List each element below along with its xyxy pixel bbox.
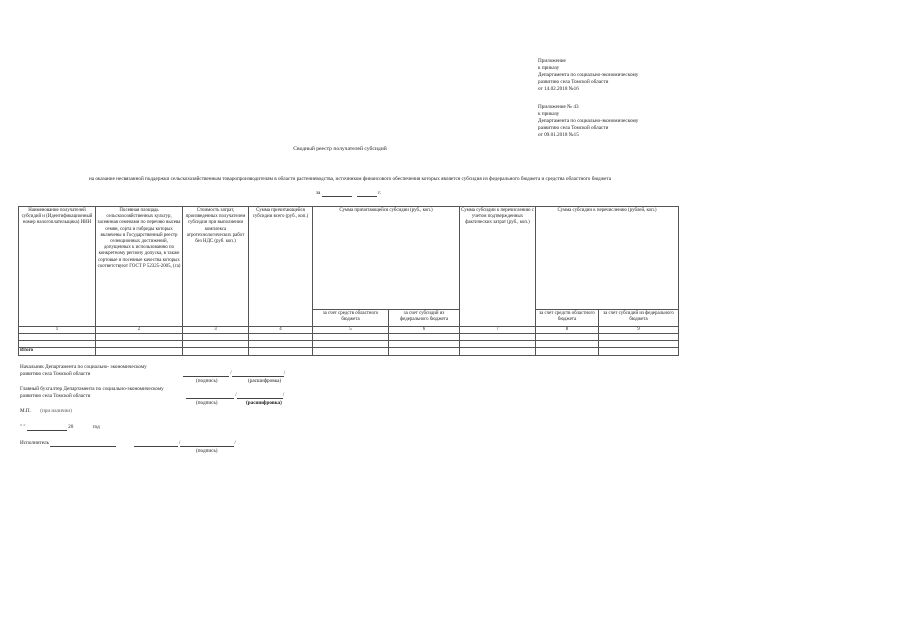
col-number: 8 <box>536 327 599 334</box>
period-line <box>316 190 381 197</box>
annex-line: к приказу <box>538 111 560 117</box>
subheader-federal-budget: за счет субсидий из федерального бюджета <box>599 310 679 327</box>
table-total-row <box>19 348 679 356</box>
date-line <box>20 424 100 431</box>
accountant-decoding-field[interactable] <box>237 392 283 399</box>
col-header-subsidy-transfer: Сумма субсидии к перечислению (рублей, коп.) <box>536 207 679 310</box>
subheader-federal-budget: за счет субсидий из федерального бюджета <box>389 310 460 327</box>
table-cell[interactable] <box>460 341 536 348</box>
col-number: 5 <box>313 327 389 334</box>
col-header-recipient: Наименование получателей субсидий и (Идентификационный номер налогоплательщика) ИНН <box>19 207 96 327</box>
period-suffix: г. <box>378 190 382 196</box>
annex-line: Департамента по социально-экономическому <box>538 118 639 124</box>
annex-line: Департамента по социально-экономическому <box>538 72 639 78</box>
head-signature-caption: (подпись) <box>196 378 218 384</box>
annex-line: к приказу <box>538 65 560 71</box>
subheader-regional-budget: за счет средств областного бюджета <box>536 310 599 327</box>
head-title-line1: Начальник Департамента по социально- экономическому <box>20 364 147 370</box>
executor-label: Исполнитель <box>20 440 50 446</box>
head-signature-block <box>20 364 147 378</box>
recipients-register-table <box>18 206 679 356</box>
executor-sign-caption: (подпись) <box>196 448 218 454</box>
annex-line: Приложение <box>538 58 566 64</box>
date-quote: " " <box>20 424 26 430</box>
head-title-line2: развитию села Томской области <box>20 371 91 377</box>
col-number: 9 <box>599 327 679 334</box>
table-cell[interactable] <box>599 348 679 356</box>
table-cell[interactable] <box>599 341 679 348</box>
head-signature-field[interactable] <box>183 370 229 377</box>
table-cell[interactable] <box>183 341 249 348</box>
table-cell[interactable] <box>96 348 183 356</box>
col-number: 4 <box>249 327 313 334</box>
executor-sign-field[interactable] <box>134 440 178 447</box>
table-cell[interactable] <box>536 348 599 356</box>
date-month-field[interactable] <box>27 424 67 431</box>
document-title: Сводный реестр получателей субсидий <box>293 146 387 152</box>
table-cell[interactable] <box>249 341 313 348</box>
subheader-regional-budget: за счет средств областного бюджета <box>313 310 389 327</box>
table-cell[interactable] <box>313 348 389 356</box>
col-number: 3 <box>183 327 249 334</box>
executor-decoding-field[interactable] <box>180 440 234 447</box>
col-header-subsidy-confirmed: Сумма субсидии к перечислению с учетом подтвержденных фактических затрат (руб., коп.) <box>460 207 536 327</box>
table-cell[interactable] <box>536 341 599 348</box>
table-cell[interactable] <box>536 334 599 341</box>
period-blank-1[interactable] <box>322 190 352 197</box>
annex-note-1 <box>538 58 638 93</box>
table-cell[interactable] <box>19 334 96 341</box>
annex-line: от 14.02.2018 №16 <box>538 86 579 92</box>
col-number: 2 <box>96 327 183 334</box>
table-number-row <box>19 327 679 334</box>
table-cell[interactable] <box>599 334 679 341</box>
table-cell[interactable] <box>460 334 536 341</box>
col-number: 6 <box>389 327 460 334</box>
table-cell[interactable] <box>183 348 249 356</box>
annex-line: развитию села Томской области <box>538 125 609 131</box>
annex-note-2 <box>538 104 638 139</box>
col-header-area: Посевная площадь сельскохозяйственных культур, засеянная семенами по перечню высева семян, сорта и гибриды которых включены в Государственный реестр селекционных достижений, допущенных к использованию по конкретному региону допуска, в также сортовые и посевные качества которых соответствуют ГОСТ Р 52325-2005, (га) <box>96 207 183 327</box>
date-suffix: год <box>92 424 100 430</box>
document-subtitle: на оказание несвязанной поддержки сельскохозяйственным товаропроизводителям в области растениеводства, источником финансового обеспечения которых является субсидия из федерального бюджета и средства областного бюджета <box>88 176 612 182</box>
accountant-title-line2: развитию села Томской области <box>20 393 91 399</box>
table-cell[interactable] <box>249 334 313 341</box>
table-row <box>19 341 679 348</box>
table-row <box>19 334 679 341</box>
executor-line: Исполнитель / / <box>20 440 236 446</box>
table-cell[interactable] <box>389 334 460 341</box>
period-blank-2[interactable] <box>357 190 377 197</box>
table-header-row <box>19 207 679 310</box>
table-cell[interactable] <box>389 341 460 348</box>
annex-line: развитию села Томской области <box>538 79 609 85</box>
table-cell[interactable] <box>313 334 389 341</box>
col-header-subsidy-total: Сумма причитающейся субсидии всего (руб., коп.) <box>249 207 313 327</box>
stamp-line <box>20 408 72 415</box>
annex-line: Приложение № 43 <box>538 104 579 110</box>
annex-line: от 09.01.2018 №15 <box>538 132 579 138</box>
head-decoding-caption: (расшифровка) <box>248 378 282 384</box>
period-prefix: за <box>316 190 321 196</box>
table-cell[interactable] <box>389 348 460 356</box>
col-number: 1 <box>19 327 96 334</box>
stamp-label: М.П. <box>20 408 31 414</box>
table-cell[interactable] <box>460 348 536 356</box>
table-cell[interactable] <box>183 334 249 341</box>
head-decoding-field[interactable] <box>232 370 284 377</box>
accountant-signature-lines: / / <box>186 392 284 399</box>
accountant-signature-block <box>20 386 164 400</box>
table-cell[interactable] <box>313 341 389 348</box>
stamp-note: (при наличии) <box>40 408 72 414</box>
executor-name-field[interactable] <box>50 440 116 447</box>
col-header-subsidy-due: Сумма причитающейся субсидии (руб., коп.) <box>313 207 460 310</box>
total-label: Итого <box>19 348 96 356</box>
accountant-decoding-caption: (расшифровка) <box>246 400 282 406</box>
table-cell[interactable] <box>96 334 183 341</box>
accountant-signature-field[interactable] <box>186 392 234 399</box>
col-header-costs: Стоимость затрат, произведенных получателем субсидии при выполнении комплекса агротехнологических работ без НДС (руб. коп.) <box>183 207 249 327</box>
head-signature-lines: / / <box>183 370 285 377</box>
col-number: 7 <box>460 327 536 334</box>
table-cell[interactable] <box>96 341 183 348</box>
table-cell[interactable] <box>249 348 313 356</box>
table-cell[interactable] <box>19 341 96 348</box>
date-year: 20 <box>68 424 74 430</box>
accountant-title-line1: Главный бухгалтер Департамента по социально-экономическому <box>20 386 164 392</box>
accountant-signature-caption: (подпись) <box>196 400 218 406</box>
